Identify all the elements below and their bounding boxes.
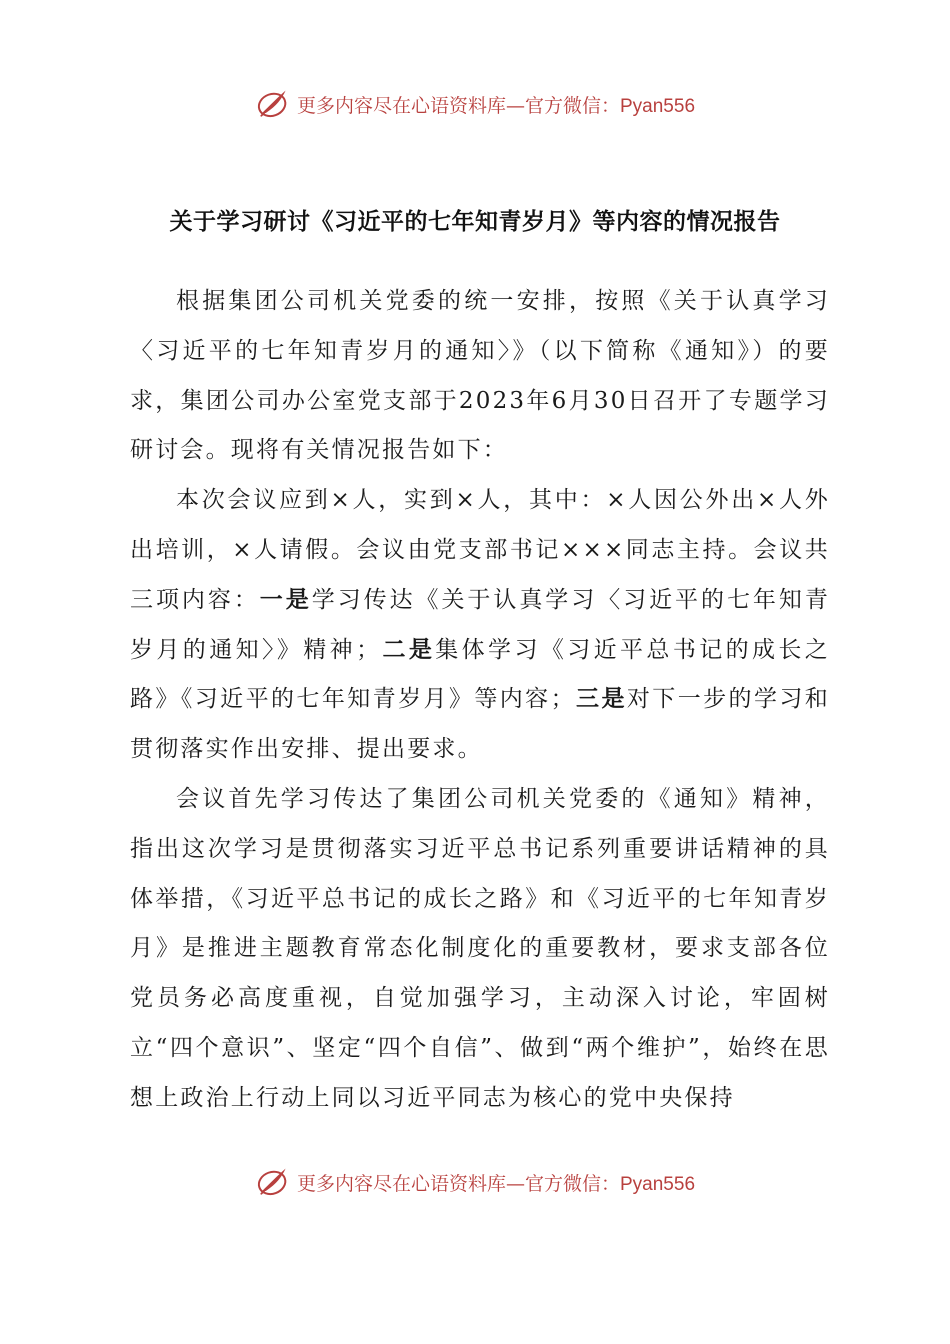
paragraph-1: 根据集团公司机关党委的统一安排，按照《关于认真学习〈习近平的七年知青岁月的通知〉》（以下简称《通知》）的要求，集团公司办公室党支部于2023年6月30日召开了专题学习研讨会。现将有关情况报告如下：	[130, 288, 830, 464]
footer-watermark	[0, 1160, 950, 1204]
watermark-site: 更多内容尽在心语资料库	[296, 1172, 506, 1195]
watermark-wechat-label: 官方微信：	[524, 94, 620, 117]
header-watermark	[0, 82, 950, 126]
watermark-text	[297, 91, 695, 118]
quill-pen-logo-icon	[255, 1164, 291, 1200]
document-title: 关于学习研讨《习近平的七年知青岁月》等内容的情况报告	[169, 209, 781, 235]
item-one-label: 一是	[259, 586, 312, 613]
watermark-wechat-id: Pyan556	[620, 95, 696, 117]
watermark-text	[297, 1169, 695, 1196]
item-two-label: 二是	[381, 636, 436, 663]
paragraph-2	[130, 476, 830, 775]
watermark-site: 更多内容尽在心语资料库	[296, 94, 506, 117]
watermark-dash: —	[505, 94, 525, 117]
paragraph-2-intro: 本次会议应到×人，实到×人，其中：×人因公外出×人外出培训，×人请假。会议由党支部书记×××同志主持。会议共三项内容：	[130, 487, 830, 613]
item-two-text: 集体学习《习近平总书记的成长之路》《习近平的七年知青岁月》等内容；	[130, 636, 831, 713]
item-three-label: 三是	[575, 686, 627, 713]
document-body	[130, 277, 830, 1124]
watermark-dash: —	[505, 1172, 525, 1195]
paragraph-3: 会议首先学习传达了集团公司机关党委的《通知》精神，指出这次学习是贯彻落实习近平总书记系列重要讲话精神的具体举措，《习近平总书记的成长之路》和《习近平的七年知青岁月》是推进主题教育常态化制度化的重要教材，要求支部各位党员务必高度重视，自觉加强学习，主动深入讨论，牢固树立“四个意识”、坚定“四个自信”、做到“两个维护”，始终在思想上政治上行动上同以习近平同志为核心的党中央保持	[130, 785, 830, 1111]
watermark-wechat-label: 官方微信：	[524, 1172, 620, 1195]
quill-pen-logo-icon	[255, 86, 291, 122]
item-one-text: 学习传达《关于认真学习〈习近平的七年知青岁月的通知〉》精神；	[130, 586, 831, 663]
item-three-text: 对下一步的学习和贯彻落实作出安排、提出要求。	[130, 686, 830, 763]
watermark-wechat-id: Pyan556	[620, 1173, 696, 1195]
